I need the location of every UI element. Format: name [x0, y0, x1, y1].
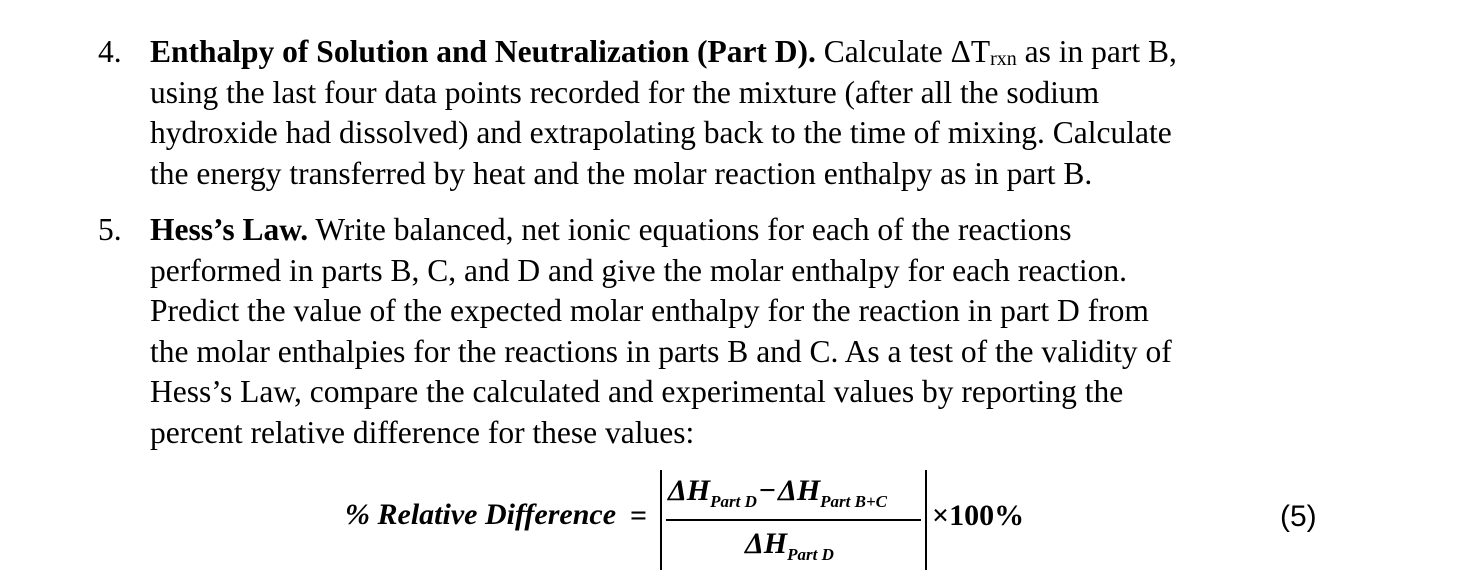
minus-sign: −	[758, 474, 777, 507]
text-line: hydroxide had dissolved) and extrapolating back to the time of mixing. Calculate	[150, 115, 1172, 150]
text-line	[150, 32, 1340, 73]
item-heading: Hess’s Law.	[150, 212, 309, 247]
delta-h-term: ΔH	[668, 474, 711, 507]
text-line: the energy transferred by heat and the molar reaction enthalpy as in part B.	[150, 155, 1093, 191]
text-fragment: Calculate ΔT	[815, 34, 991, 69]
fraction-numerator	[668, 474, 888, 511]
text-fragment: as in part B,	[1016, 34, 1177, 69]
text-line: percent relative difference for these values:	[150, 414, 695, 450]
text-line: using the last four data points recorded for the mixture (after all the sodium	[150, 74, 1100, 110]
delta-h-term: ΔH	[745, 527, 788, 560]
relative-difference-equation	[0, 466, 1480, 576]
equation-lhs: % Relative Difference	[345, 498, 617, 531]
text-fragment: Write balanced, net ionic equations for each of the reactions	[308, 212, 1072, 247]
subscript: Part B+C	[820, 492, 888, 511]
text-line: Predict the value of the expected molar enthalpy for the reaction in part D from	[150, 293, 1149, 328]
list-item-text	[150, 32, 1340, 194]
list-item-text	[150, 210, 1340, 453]
absolute-value-bar-left	[660, 470, 662, 570]
subscript: Part D	[787, 545, 834, 564]
delta-h-term: ΔH	[778, 474, 821, 507]
text-line: performed in parts B, C, and D and give the molar enthalpy for each reaction.	[150, 252, 1128, 288]
subscript: rxn	[990, 48, 1017, 70]
fraction-denominator	[745, 527, 834, 564]
multiplier: ×100%	[932, 499, 1025, 532]
list-number: 5.	[98, 212, 122, 247]
text-line	[150, 210, 1340, 251]
equals-sign: =	[630, 499, 648, 532]
text-line: the molar enthalpies for the reactions in parts B and C. As a test of the validity of	[150, 333, 1172, 369]
text-line: Hess’s Law, compare the calculated and experimental values by reporting the	[150, 374, 1124, 409]
absolute-value-bar-right	[925, 470, 927, 570]
equation-number: (5)	[1280, 500, 1317, 533]
item-heading: Enthalpy of Solution and Neutralization (Part D).	[150, 34, 816, 69]
subscript: Part D	[710, 492, 757, 511]
list-number: 4.	[98, 34, 122, 69]
fraction-bar	[666, 519, 921, 521]
